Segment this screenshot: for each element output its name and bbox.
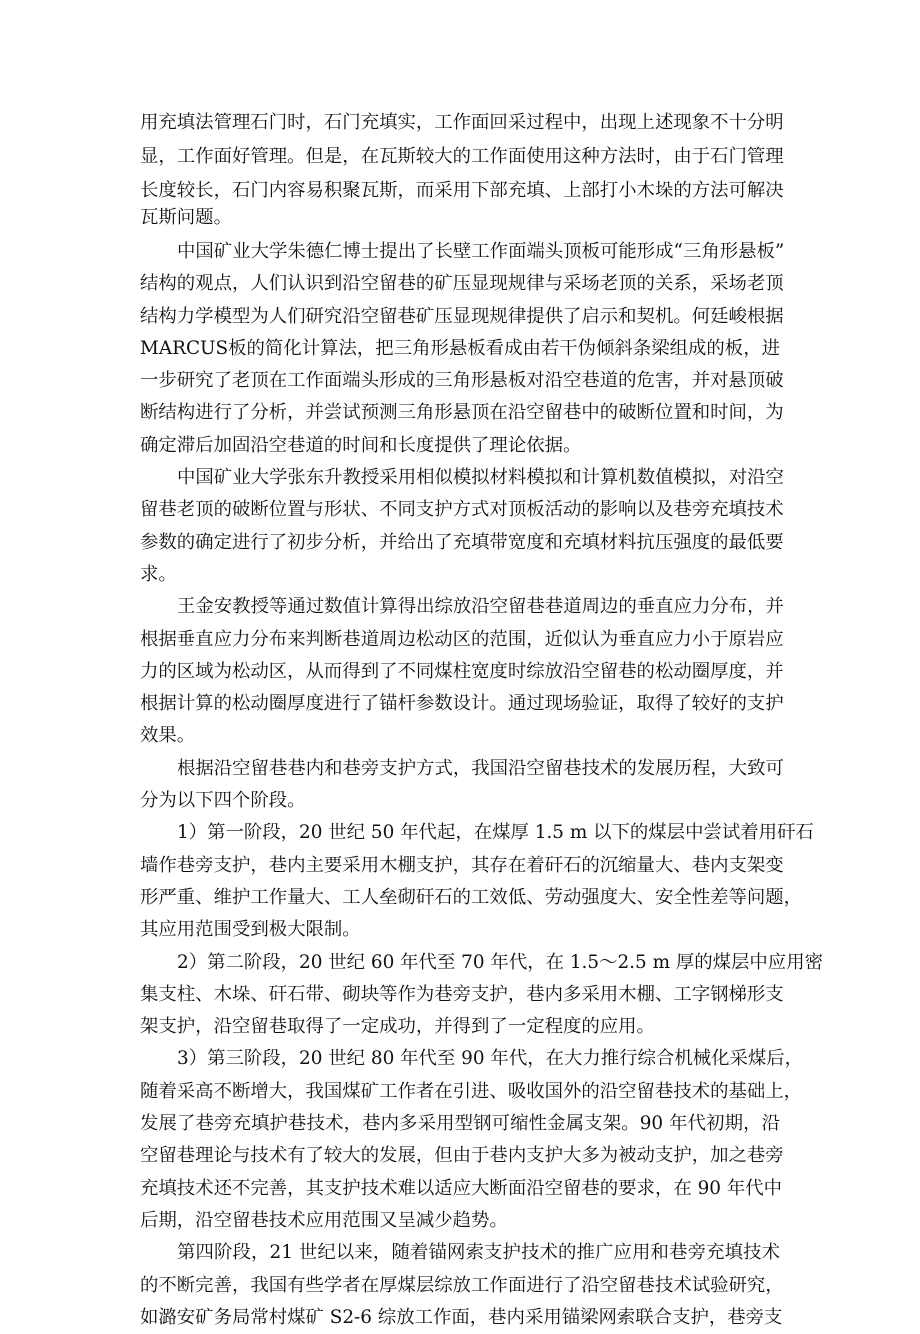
paragraph-4 xyxy=(140,591,784,752)
paragraph-8 xyxy=(140,1043,804,1237)
text-line: 参数的确定进行了初步分析，并给出了充填带宽度和充填材料抗压强度的最低要 xyxy=(140,531,784,553)
text-line: 充填技术还不完善，其支护技术难以适应大断面沿空留巷的要求，在 90 年代中 xyxy=(140,1177,782,1199)
text-line: 结构的观点，人们认识到沿空留巷的矿压显现规律与采场老顶的关系，采场老顶 xyxy=(140,273,784,295)
paragraph-5 xyxy=(140,753,784,818)
text-line: 力的区域为松动区，从而得到了不同煤柱宽度时综放沿空留巷的松动圈厚度，并 xyxy=(140,660,784,682)
text-line: 求。 xyxy=(140,563,177,585)
paragraph-3 xyxy=(140,462,784,591)
paragraph-1 xyxy=(140,106,784,236)
text-line: 空留巷理论与技术有了较大的发展，但由于巷内支护大多为被动支护，加之巷旁 xyxy=(140,1145,784,1167)
text-line: 发展了巷旁充填护巷技术，巷内多采用型钢可缩性金属支架。90 年代初期，沿 xyxy=(140,1113,780,1135)
text-line: 一步研究了老顶在工作面端头形成的三角形悬板对沿空巷道的危害，并对悬顶破 xyxy=(140,370,784,392)
text-line: 1）第一阶段，20 世纪 50 年代起，在煤厚 1.5 m 以下的煤层中尝试着用矸石 xyxy=(177,822,814,844)
text-line: 断结构进行了分析，并尝试预测三角形悬顶在沿空留巷中的破断位置和时间，为 xyxy=(140,402,784,424)
text-line: 根据计算的松动圈厚度进行了锚杆参数设计。通过现场验证，取得了较好的支护 xyxy=(140,693,784,715)
text-line: 显，工作面好管理。但是，在瓦斯较大的工作面使用这种方法时，由于石门管理 xyxy=(140,146,784,167)
text-line: MARCUS板的简化计算法，把三角形悬板看成由若干伪倾斜条梁组成的板，进 xyxy=(140,337,780,359)
paragraph-6 xyxy=(140,817,814,946)
text-line: 其应用范围受到极大限制。 xyxy=(140,919,361,941)
text-line: 集支柱、木垛、矸石带、砌块等作为巷旁支护，巷内多采用木棚、工字钢梯形支 xyxy=(140,983,784,1005)
text-line: 形严重、维护工作量大、工人垒砌矸石的工效低、劳动强度大、安全性差等问题， xyxy=(140,886,803,908)
paragraph-9 xyxy=(140,1237,784,1334)
text-line: 2）第二阶段，20 世纪 60 年代至 70 年代，在 1.5～2.5 m 厚的煤层中应用密 xyxy=(177,951,823,973)
text-line: 后期，沿空留巷技术应用范围又呈减少趋势。 xyxy=(140,1209,508,1231)
text-line: 3）第三阶段，20 世纪 80 年代至 90 年代，在大力推行综合机械化采煤后， xyxy=(177,1048,804,1070)
text-line: 的不断完善，我国有些学者在厚煤层综放工作面进行了沿空留巷技术试验研究， xyxy=(140,1274,784,1296)
text-line: 长度较长，石门内容易积聚瓦斯，而采用下部充填、上部打小木垛的方法可解决 xyxy=(140,180,784,201)
text-line: 用充填法管理石门时，石门充填实，工作面回采过程中，出现上述现象不十分明 xyxy=(140,112,784,133)
text-line: 随着采高不断增大，我国煤矿工作者在引进、吸收国外的沿空留巷技术的基础上， xyxy=(140,1080,803,1102)
text-line: 分为以下四个阶段。 xyxy=(140,790,306,812)
text-line: 架支护，沿空留巷取得了一定成功，并得到了一定程度的应用。 xyxy=(140,1016,655,1038)
text-line: 瓦斯问题。 xyxy=(140,207,232,228)
text-line: 墙作巷旁支护，巷内主要采用木棚支护，其存在着矸石的沉缩量大、巷内支架变 xyxy=(140,854,784,876)
text-line: 根据垂直应力分布来判断巷道周边松动区的范围，近似认为垂直应力小于原岩应 xyxy=(140,628,784,650)
text-line: 王金安教授等通过数值计算得出综放沿空留巷巷道周边的垂直应力分布，并 xyxy=(177,596,784,618)
paragraph-7 xyxy=(140,947,823,1044)
text-line: 效果。 xyxy=(140,725,196,747)
text-line: 确定滞后加固沿空巷道的时间和长度提供了理论依据。 xyxy=(140,434,582,456)
text-line: 留巷老顶的破断位置与形状、不同支护方式对顶板活动的影响以及巷旁充填技术 xyxy=(140,499,784,521)
text-line: 中国矿业大学张东升教授采用相似模拟材料模拟和计算机数值模拟，对沿空 xyxy=(177,467,784,489)
text-line: 根据沿空留巷巷内和巷旁支护方式，我国沿空留巷技术的发展历程，大致可 xyxy=(177,757,784,779)
text-line: 中国矿业大学朱德仁博士提出了长壁工作面端头顶板可能形成“三角形悬板” xyxy=(177,241,785,262)
text-line: 结构力学模型为人们研究沿空留巷矿压显现规律提供了启示和契机。何廷峻根据 xyxy=(140,305,784,327)
text-line: 第四阶段，21 世纪以来，随着锚网索支护技术的推广应用和巷旁充填技术 xyxy=(177,1242,780,1264)
paragraph-2 xyxy=(140,236,785,462)
text-line: 如潞安矿务局常村煤矿 S2-6 综放工作面，巷内采用锚梁网索联合支护，巷旁支 xyxy=(140,1306,783,1328)
document-page xyxy=(140,106,823,1334)
